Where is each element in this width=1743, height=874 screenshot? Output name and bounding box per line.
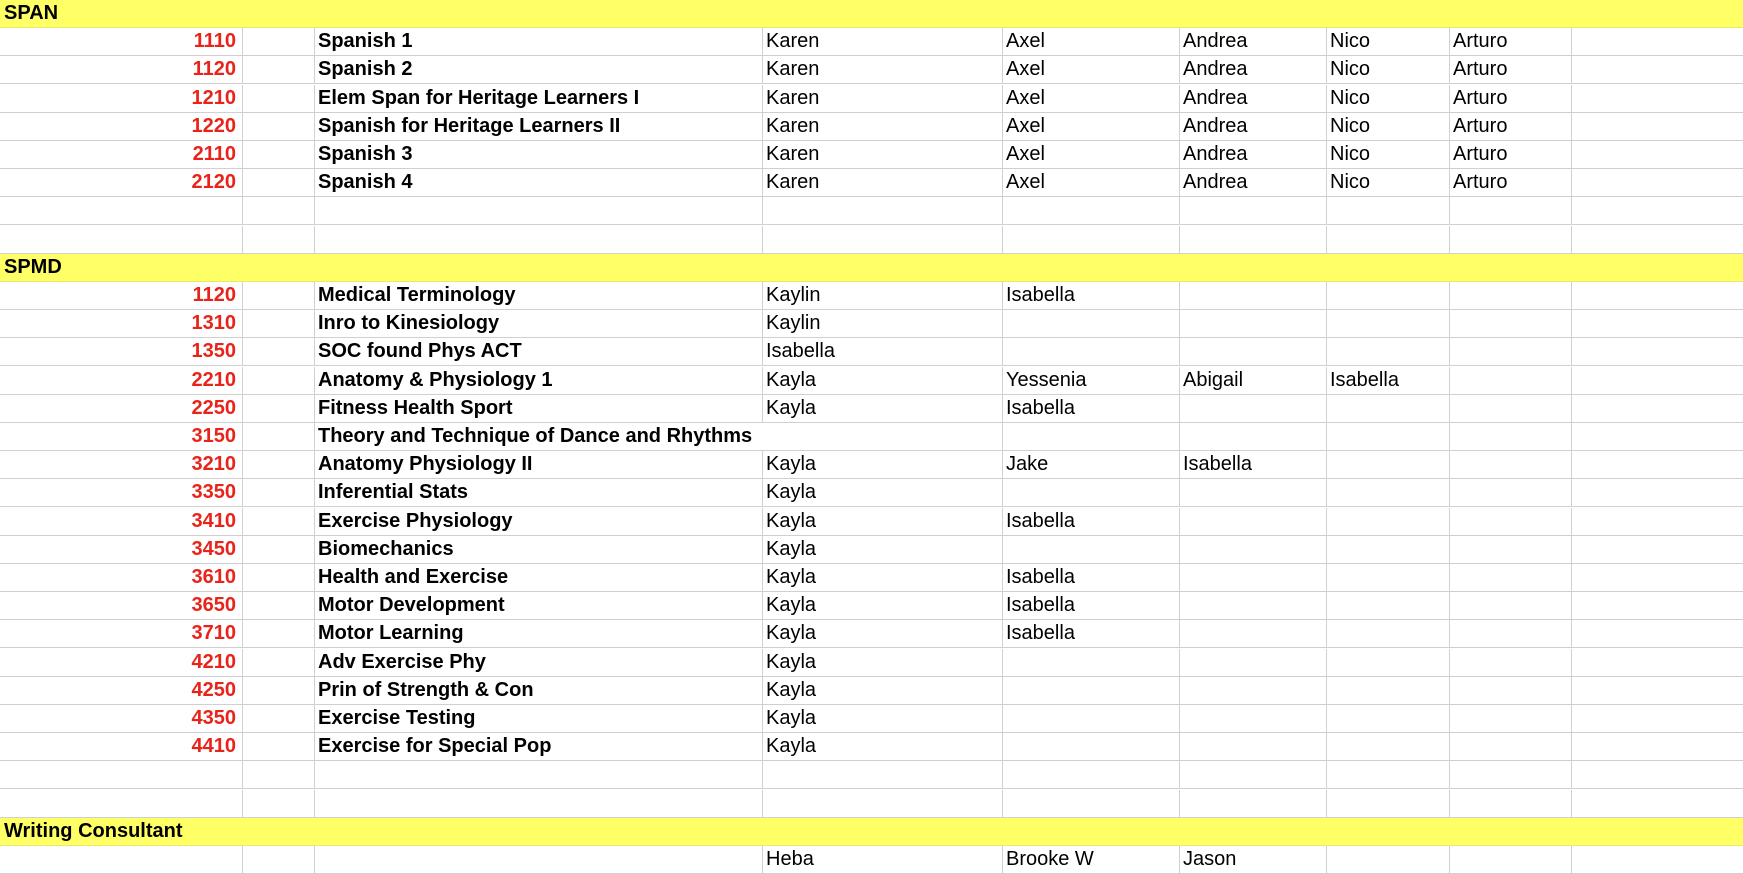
empty-cell[interactable]: [243, 846, 315, 873]
empty-cell[interactable]: [1572, 451, 1743, 478]
empty-cell[interactable]: [1572, 536, 1743, 563]
course-code-cell[interactable]: 4350: [0, 705, 243, 732]
tutor-cell[interactable]: Kayla: [763, 649, 1003, 676]
tutor-cell[interactable]: [1327, 479, 1450, 506]
tutor-cell[interactable]: [1450, 226, 1572, 253]
tutor-cell[interactable]: [1327, 846, 1450, 873]
course-name-cell[interactable]: Adv Exercise Phy: [315, 649, 763, 676]
course-name-cell[interactable]: Medical Terminology: [315, 282, 763, 309]
tutor-cell[interactable]: Kayla: [763, 451, 1003, 478]
tutor-cell[interactable]: Kayla: [763, 367, 1003, 394]
tutor-cell[interactable]: Isabella: [1327, 367, 1450, 394]
course-name-cell[interactable]: Exercise for Special Pop: [315, 733, 763, 760]
empty-cell[interactable]: [1572, 790, 1743, 817]
table-row: [0, 564, 1743, 592]
tutor-cell[interactable]: [1450, 649, 1572, 676]
course-name-cell[interactable]: Health and Exercise: [315, 564, 763, 591]
tutor-cell[interactable]: Andrea: [1180, 169, 1327, 196]
table-row: [0, 85, 1743, 113]
tutor-cell[interactable]: Brooke W: [1003, 846, 1180, 873]
tutor-cell[interactable]: [1180, 479, 1327, 506]
course-code-cell[interactable]: 4250: [0, 677, 243, 704]
tutor-cell[interactable]: [1180, 761, 1327, 788]
course-name-cell[interactable]: Motor Development: [315, 592, 763, 619]
tutor-cell[interactable]: Nico: [1327, 28, 1450, 55]
tutor-cell[interactable]: Kayla: [763, 479, 1003, 506]
tutor-cell[interactable]: [1180, 226, 1327, 253]
tutor-cell[interactable]: Heba: [763, 846, 1003, 873]
table-row: [0, 733, 1743, 761]
tutor-cell[interactable]: Andrea: [1180, 85, 1327, 112]
empty-cell[interactable]: [1572, 592, 1743, 619]
tutor-cell[interactable]: [1003, 338, 1180, 365]
empty-cell[interactable]: [1572, 56, 1743, 83]
empty-cell[interactable]: [243, 141, 315, 168]
empty-cell[interactable]: [1572, 423, 1743, 450]
tutor-cell[interactable]: [763, 423, 1003, 450]
course-code-cell[interactable]: [0, 761, 243, 788]
tutor-cell[interactable]: Karen: [763, 169, 1003, 196]
tutor-cell[interactable]: Nico: [1327, 169, 1450, 196]
tutor-cell[interactable]: [1327, 536, 1450, 563]
tutor-cell[interactable]: Arturo: [1450, 113, 1572, 140]
empty-cell[interactable]: [243, 451, 315, 478]
tutor-cell[interactable]: [1450, 790, 1572, 817]
section-header-row: [0, 254, 1743, 282]
course-name-cell[interactable]: Spanish 3: [315, 141, 763, 168]
tutor-cell[interactable]: [1003, 705, 1180, 732]
course-code-cell[interactable]: 1120: [0, 282, 243, 309]
empty-cell[interactable]: [243, 282, 315, 309]
empty-cell[interactable]: [1572, 367, 1743, 394]
course-name-cell[interactable]: Spanish 2: [315, 56, 763, 83]
course-name-cell[interactable]: [315, 226, 763, 253]
course-code-cell[interactable]: 1350: [0, 338, 243, 365]
tutor-cell[interactable]: [1003, 677, 1180, 704]
course-name-cell[interactable]: Motor Learning: [315, 620, 763, 647]
course-code-cell[interactable]: 1210: [0, 85, 243, 112]
course-code-cell[interactable]: 3150: [0, 423, 243, 450]
section-header-row: [0, 0, 1743, 28]
tutor-cell[interactable]: [1180, 395, 1327, 422]
course-code-cell[interactable]: 1110: [0, 28, 243, 55]
course-name-cell[interactable]: Spanish 4: [315, 169, 763, 196]
tutor-cell[interactable]: [1450, 592, 1572, 619]
tutor-cell[interactable]: Karen: [763, 141, 1003, 168]
tutor-cell[interactable]: Kayla: [763, 536, 1003, 563]
tutor-cell[interactable]: [1450, 479, 1572, 506]
tutor-cell[interactable]: Isabella: [1003, 508, 1180, 535]
table-row: [0, 536, 1743, 564]
empty-cell[interactable]: [243, 508, 315, 535]
table-row: [0, 367, 1743, 395]
empty-cell[interactable]: [243, 197, 315, 224]
tutor-cell[interactable]: [1180, 282, 1327, 309]
tutor-cell[interactable]: [1327, 423, 1450, 450]
tutor-cell[interactable]: Isabella: [763, 338, 1003, 365]
tutor-cell[interactable]: [1180, 733, 1327, 760]
empty-cell[interactable]: [243, 169, 315, 196]
tutor-cell[interactable]: [1180, 592, 1327, 619]
course-name-cell[interactable]: Anatomy Physiology II: [315, 451, 763, 478]
empty-cell[interactable]: [243, 56, 315, 83]
tutor-cell[interactable]: [1450, 310, 1572, 337]
course-name-cell[interactable]: Spanish 1: [315, 28, 763, 55]
tutor-cell[interactable]: Kaylin: [763, 310, 1003, 337]
empty-cell[interactable]: [243, 761, 315, 788]
table-row: [0, 761, 1743, 789]
table-row: [0, 141, 1743, 169]
tutor-cell[interactable]: [1450, 564, 1572, 591]
tutor-cell[interactable]: [1327, 677, 1450, 704]
tutor-cell[interactable]: [1003, 226, 1180, 253]
empty-cell[interactable]: [243, 367, 315, 394]
empty-cell[interactable]: [243, 28, 315, 55]
empty-cell[interactable]: [1572, 846, 1743, 873]
course-name-cell[interactable]: Theory and Technique of Dance and Rhythms: [318, 425, 753, 447]
course-name-cell[interactable]: Prin of Strength & Con: [315, 677, 763, 704]
tutor-cell[interactable]: Andrea: [1180, 28, 1327, 55]
tutor-cell[interactable]: Kayla: [763, 705, 1003, 732]
tutor-cell[interactable]: [1450, 677, 1572, 704]
table-row: [0, 395, 1743, 423]
course-code-cell[interactable]: 3710: [0, 620, 243, 647]
tutor-cell[interactable]: [1327, 649, 1450, 676]
empty-cell[interactable]: [243, 113, 315, 140]
empty-cell[interactable]: [243, 790, 315, 817]
course-name-cell[interactable]: [315, 197, 763, 224]
course-name-cell[interactable]: Biomechanics: [315, 536, 763, 563]
course-name-cell[interactable]: Elem Span for Heritage Learners I: [315, 85, 763, 112]
course-code-cell[interactable]: [0, 197, 243, 224]
tutor-cell[interactable]: Axel: [1003, 56, 1180, 83]
tutor-cell[interactable]: [1327, 761, 1450, 788]
tutor-cell[interactable]: Kaylin: [763, 282, 1003, 309]
tutor-cell[interactable]: [763, 197, 1003, 224]
empty-cell[interactable]: [1572, 564, 1743, 591]
tutor-cell[interactable]: [1450, 451, 1572, 478]
course-code-cell[interactable]: 2110: [0, 141, 243, 168]
course-name-cell[interactable]: Anatomy & Physiology 1: [315, 367, 763, 394]
tutor-cell[interactable]: Kayla: [763, 508, 1003, 535]
empty-cell[interactable]: [1572, 508, 1743, 535]
tutor-cell[interactable]: [1180, 790, 1327, 817]
table-row: [0, 479, 1743, 507]
tutor-cell[interactable]: [1180, 649, 1327, 676]
tutor-cell[interactable]: [1180, 536, 1327, 563]
tutor-cell[interactable]: Kayla: [763, 592, 1003, 619]
table-row: [0, 620, 1743, 648]
tutor-cell[interactable]: [1327, 564, 1450, 591]
tutor-cell[interactable]: Isabella: [1003, 592, 1180, 619]
course-code-cell[interactable]: 2120: [0, 169, 243, 196]
tutor-cell[interactable]: [1450, 197, 1572, 224]
tutor-cell[interactable]: Karen: [763, 56, 1003, 83]
table-row: [0, 28, 1743, 56]
empty-cell[interactable]: [1572, 226, 1743, 253]
empty-cell[interactable]: [243, 536, 315, 563]
tutor-cell[interactable]: Nico: [1327, 141, 1450, 168]
empty-cell[interactable]: [243, 649, 315, 676]
tutor-cell[interactable]: Axel: [1003, 85, 1180, 112]
course-code-cell[interactable]: 3210: [0, 451, 243, 478]
tutor-cell[interactable]: [1003, 536, 1180, 563]
course-name-cell[interactable]: SOC found Phys ACT: [315, 338, 763, 365]
tutor-cell[interactable]: [1327, 197, 1450, 224]
tutor-cell[interactable]: [1450, 423, 1572, 450]
tutor-cell[interactable]: [1327, 282, 1450, 309]
tutor-cell[interactable]: Abigail: [1180, 367, 1327, 394]
tutor-cell[interactable]: [1003, 423, 1180, 450]
course-code-cell[interactable]: 4210: [0, 649, 243, 676]
tutor-cell[interactable]: [1450, 508, 1572, 535]
table-row: [0, 423, 1743, 451]
empty-cell[interactable]: [1572, 28, 1743, 55]
empty-cell[interactable]: [1572, 141, 1743, 168]
empty-cell[interactable]: [1572, 169, 1743, 196]
table-row: [0, 310, 1743, 338]
empty-cell[interactable]: [1572, 479, 1743, 506]
course-code-cell[interactable]: 4410: [0, 733, 243, 760]
tutor-cell[interactable]: Arturo: [1450, 28, 1572, 55]
empty-cell[interactable]: [243, 564, 315, 591]
course-code-cell[interactable]: 1220: [0, 113, 243, 140]
tutor-cell[interactable]: [1327, 620, 1450, 647]
empty-cell[interactable]: [243, 620, 315, 647]
empty-cell[interactable]: [243, 677, 315, 704]
tutor-cell[interactable]: Kayla: [763, 733, 1003, 760]
tutor-cell[interactable]: [763, 226, 1003, 253]
table-row: [0, 282, 1743, 310]
table-row: [0, 56, 1743, 84]
tutor-cell[interactable]: Kayla: [763, 620, 1003, 647]
empty-cell[interactable]: [243, 592, 315, 619]
tutor-cell[interactable]: Jason: [1180, 846, 1327, 873]
course-code-cell[interactable]: 3450: [0, 536, 243, 563]
tutor-cell[interactable]: [1327, 705, 1450, 732]
course-name-cell[interactable]: [315, 846, 763, 873]
course-name-cell[interactable]: Inferential Stats: [315, 479, 763, 506]
table-row: [0, 592, 1743, 620]
tutor-cell[interactable]: [1180, 705, 1327, 732]
tutor-cell[interactable]: Andrea: [1180, 141, 1327, 168]
tutor-cell[interactable]: Kayla: [763, 564, 1003, 591]
tutor-cell[interactable]: [1450, 733, 1572, 760]
empty-cell[interactable]: [243, 479, 315, 506]
table-row: [0, 846, 1743, 874]
tutor-cell[interactable]: [1180, 564, 1327, 591]
course-name-cell[interactable]: Spanish for Heritage Learners II: [315, 113, 763, 140]
tutor-cell[interactable]: [1327, 338, 1450, 365]
tutor-cell[interactable]: Andrea: [1180, 56, 1327, 83]
table-row: [0, 790, 1743, 818]
tutor-cell[interactable]: Jake: [1003, 451, 1180, 478]
tutor-cell[interactable]: [1180, 508, 1327, 535]
empty-cell[interactable]: [1572, 113, 1743, 140]
tutor-cell[interactable]: Kayla: [763, 395, 1003, 422]
empty-cell[interactable]: [243, 310, 315, 337]
tutor-cell[interactable]: [1180, 423, 1327, 450]
tutor-cell[interactable]: Karen: [763, 113, 1003, 140]
course-code-cell[interactable]: 1310: [0, 310, 243, 337]
tutor-cell[interactable]: Axel: [1003, 28, 1180, 55]
tutor-cell[interactable]: [1450, 705, 1572, 732]
empty-cell[interactable]: [1572, 620, 1743, 647]
tutor-cell[interactable]: [1180, 677, 1327, 704]
table-row: [0, 508, 1743, 536]
tutor-cell[interactable]: Karen: [763, 28, 1003, 55]
empty-cell[interactable]: [1572, 761, 1743, 788]
empty-cell[interactable]: [243, 226, 315, 253]
tutor-cell[interactable]: Andrea: [1180, 113, 1327, 140]
course-name-cell[interactable]: Fitness Health Sport: [315, 395, 763, 422]
tutor-cell[interactable]: [1450, 338, 1572, 365]
tutor-cell[interactable]: [1327, 226, 1450, 253]
course-name-cell[interactable]: Inro to Kinesiology: [315, 310, 763, 337]
tutor-cell[interactable]: [1180, 620, 1327, 647]
tutor-cell[interactable]: [1180, 338, 1327, 365]
course-name-cell[interactable]: [315, 790, 763, 817]
section-header-row: [0, 818, 1743, 846]
tutor-cell[interactable]: Nico: [1327, 85, 1450, 112]
tutor-cell[interactable]: Yessenia: [1003, 367, 1180, 394]
tutor-cell[interactable]: Arturo: [1450, 169, 1572, 196]
tutor-cell[interactable]: [1450, 846, 1572, 873]
tutor-cell[interactable]: Axel: [1003, 141, 1180, 168]
empty-cell[interactable]: [1572, 85, 1743, 112]
course-name-cell[interactable]: Exercise Physiology: [315, 508, 763, 535]
course-code-cell[interactable]: [0, 846, 243, 873]
empty-cell[interactable]: [243, 423, 315, 450]
empty-cell[interactable]: [243, 395, 315, 422]
tutor-cell[interactable]: Arturo: [1450, 141, 1572, 168]
tutor-cell[interactable]: Isabella: [1180, 451, 1327, 478]
tutor-cell[interactable]: Isabella: [1003, 395, 1180, 422]
tutor-cell[interactable]: Nico: [1327, 113, 1450, 140]
tutor-cell[interactable]: Isabella: [1003, 282, 1180, 309]
tutor-cell[interactable]: Arturo: [1450, 85, 1572, 112]
empty-cell[interactable]: [1572, 282, 1743, 309]
empty-cell[interactable]: [243, 705, 315, 732]
tutor-cell[interactable]: [1003, 733, 1180, 760]
tutor-cell[interactable]: [1450, 367, 1572, 394]
empty-cell[interactable]: [1572, 197, 1743, 224]
table-row: [0, 197, 1743, 225]
empty-cell[interactable]: [1572, 733, 1743, 760]
tutor-cell[interactable]: [1327, 451, 1450, 478]
empty-cell[interactable]: [1572, 395, 1743, 422]
empty-cell[interactable]: [243, 338, 315, 365]
table-row: [0, 677, 1743, 705]
tutor-cell[interactable]: Axel: [1003, 169, 1180, 196]
course-code-cell[interactable]: 3610: [0, 564, 243, 591]
tutor-cell[interactable]: [1327, 592, 1450, 619]
tutor-cell[interactable]: Arturo: [1450, 56, 1572, 83]
tutor-cell[interactable]: [1327, 790, 1450, 817]
table-row: [0, 169, 1743, 197]
tutor-cell[interactable]: [1450, 395, 1572, 422]
tutor-cell[interactable]: [1327, 733, 1450, 760]
table-row: [0, 705, 1743, 733]
empty-cell[interactable]: [1572, 677, 1743, 704]
tutor-cell[interactable]: [1003, 479, 1180, 506]
course-name-cell[interactable]: Exercise Testing: [315, 705, 763, 732]
tutor-cell[interactable]: [1003, 790, 1180, 817]
tutor-cell[interactable]: [1003, 761, 1180, 788]
table-row: [0, 649, 1743, 677]
tutor-cell[interactable]: [1003, 197, 1180, 224]
tutor-cell[interactable]: Kayla: [763, 677, 1003, 704]
empty-cell[interactable]: [1572, 310, 1743, 337]
empty-cell[interactable]: [1572, 705, 1743, 732]
empty-cell[interactable]: [243, 733, 315, 760]
empty-cell[interactable]: [1572, 338, 1743, 365]
course-code-cell[interactable]: 3350: [0, 479, 243, 506]
section-title[interactable]: SPAN: [4, 2, 59, 24]
tutor-cell[interactable]: [1450, 761, 1572, 788]
tutor-cell[interactable]: Isabella: [1003, 620, 1180, 647]
tutor-cell[interactable]: [1003, 649, 1180, 676]
table-row: [0, 338, 1743, 366]
tutor-cell[interactable]: Isabella: [1003, 564, 1180, 591]
section-title[interactable]: Writing Consultant: [4, 820, 183, 842]
course-code-cell[interactable]: 2210: [0, 367, 243, 394]
section-title[interactable]: SPMD: [4, 256, 62, 278]
course-code-cell[interactable]: 2250: [0, 395, 243, 422]
table-row: [0, 226, 1743, 254]
tutor-cell[interactable]: [763, 790, 1003, 817]
tutor-cell[interactable]: [1450, 536, 1572, 563]
table-row: [0, 113, 1743, 141]
tutor-cell[interactable]: [1003, 310, 1180, 337]
course-code-cell[interactable]: [0, 226, 243, 253]
tutor-cell[interactable]: Axel: [1003, 113, 1180, 140]
tutor-cell[interactable]: [1327, 310, 1450, 337]
course-code-cell[interactable]: 3410: [0, 508, 243, 535]
tutor-cell[interactable]: [763, 761, 1003, 788]
tutor-cell[interactable]: [1450, 620, 1572, 647]
tutor-cell[interactable]: Nico: [1327, 56, 1450, 83]
course-code-cell[interactable]: 3650: [0, 592, 243, 619]
tutor-cell[interactable]: [1180, 310, 1327, 337]
tutor-cell[interactable]: [1327, 395, 1450, 422]
tutor-cell[interactable]: [1450, 282, 1572, 309]
course-code-cell[interactable]: 1120: [0, 56, 243, 83]
course-code-cell[interactable]: [0, 790, 243, 817]
empty-cell[interactable]: [243, 85, 315, 112]
tutor-cell[interactable]: [1327, 508, 1450, 535]
empty-cell[interactable]: [1572, 649, 1743, 676]
table-row: [0, 451, 1743, 479]
tutor-cell[interactable]: Karen: [763, 85, 1003, 112]
tutor-cell[interactable]: [1180, 197, 1327, 224]
course-name-cell[interactable]: [315, 761, 763, 788]
